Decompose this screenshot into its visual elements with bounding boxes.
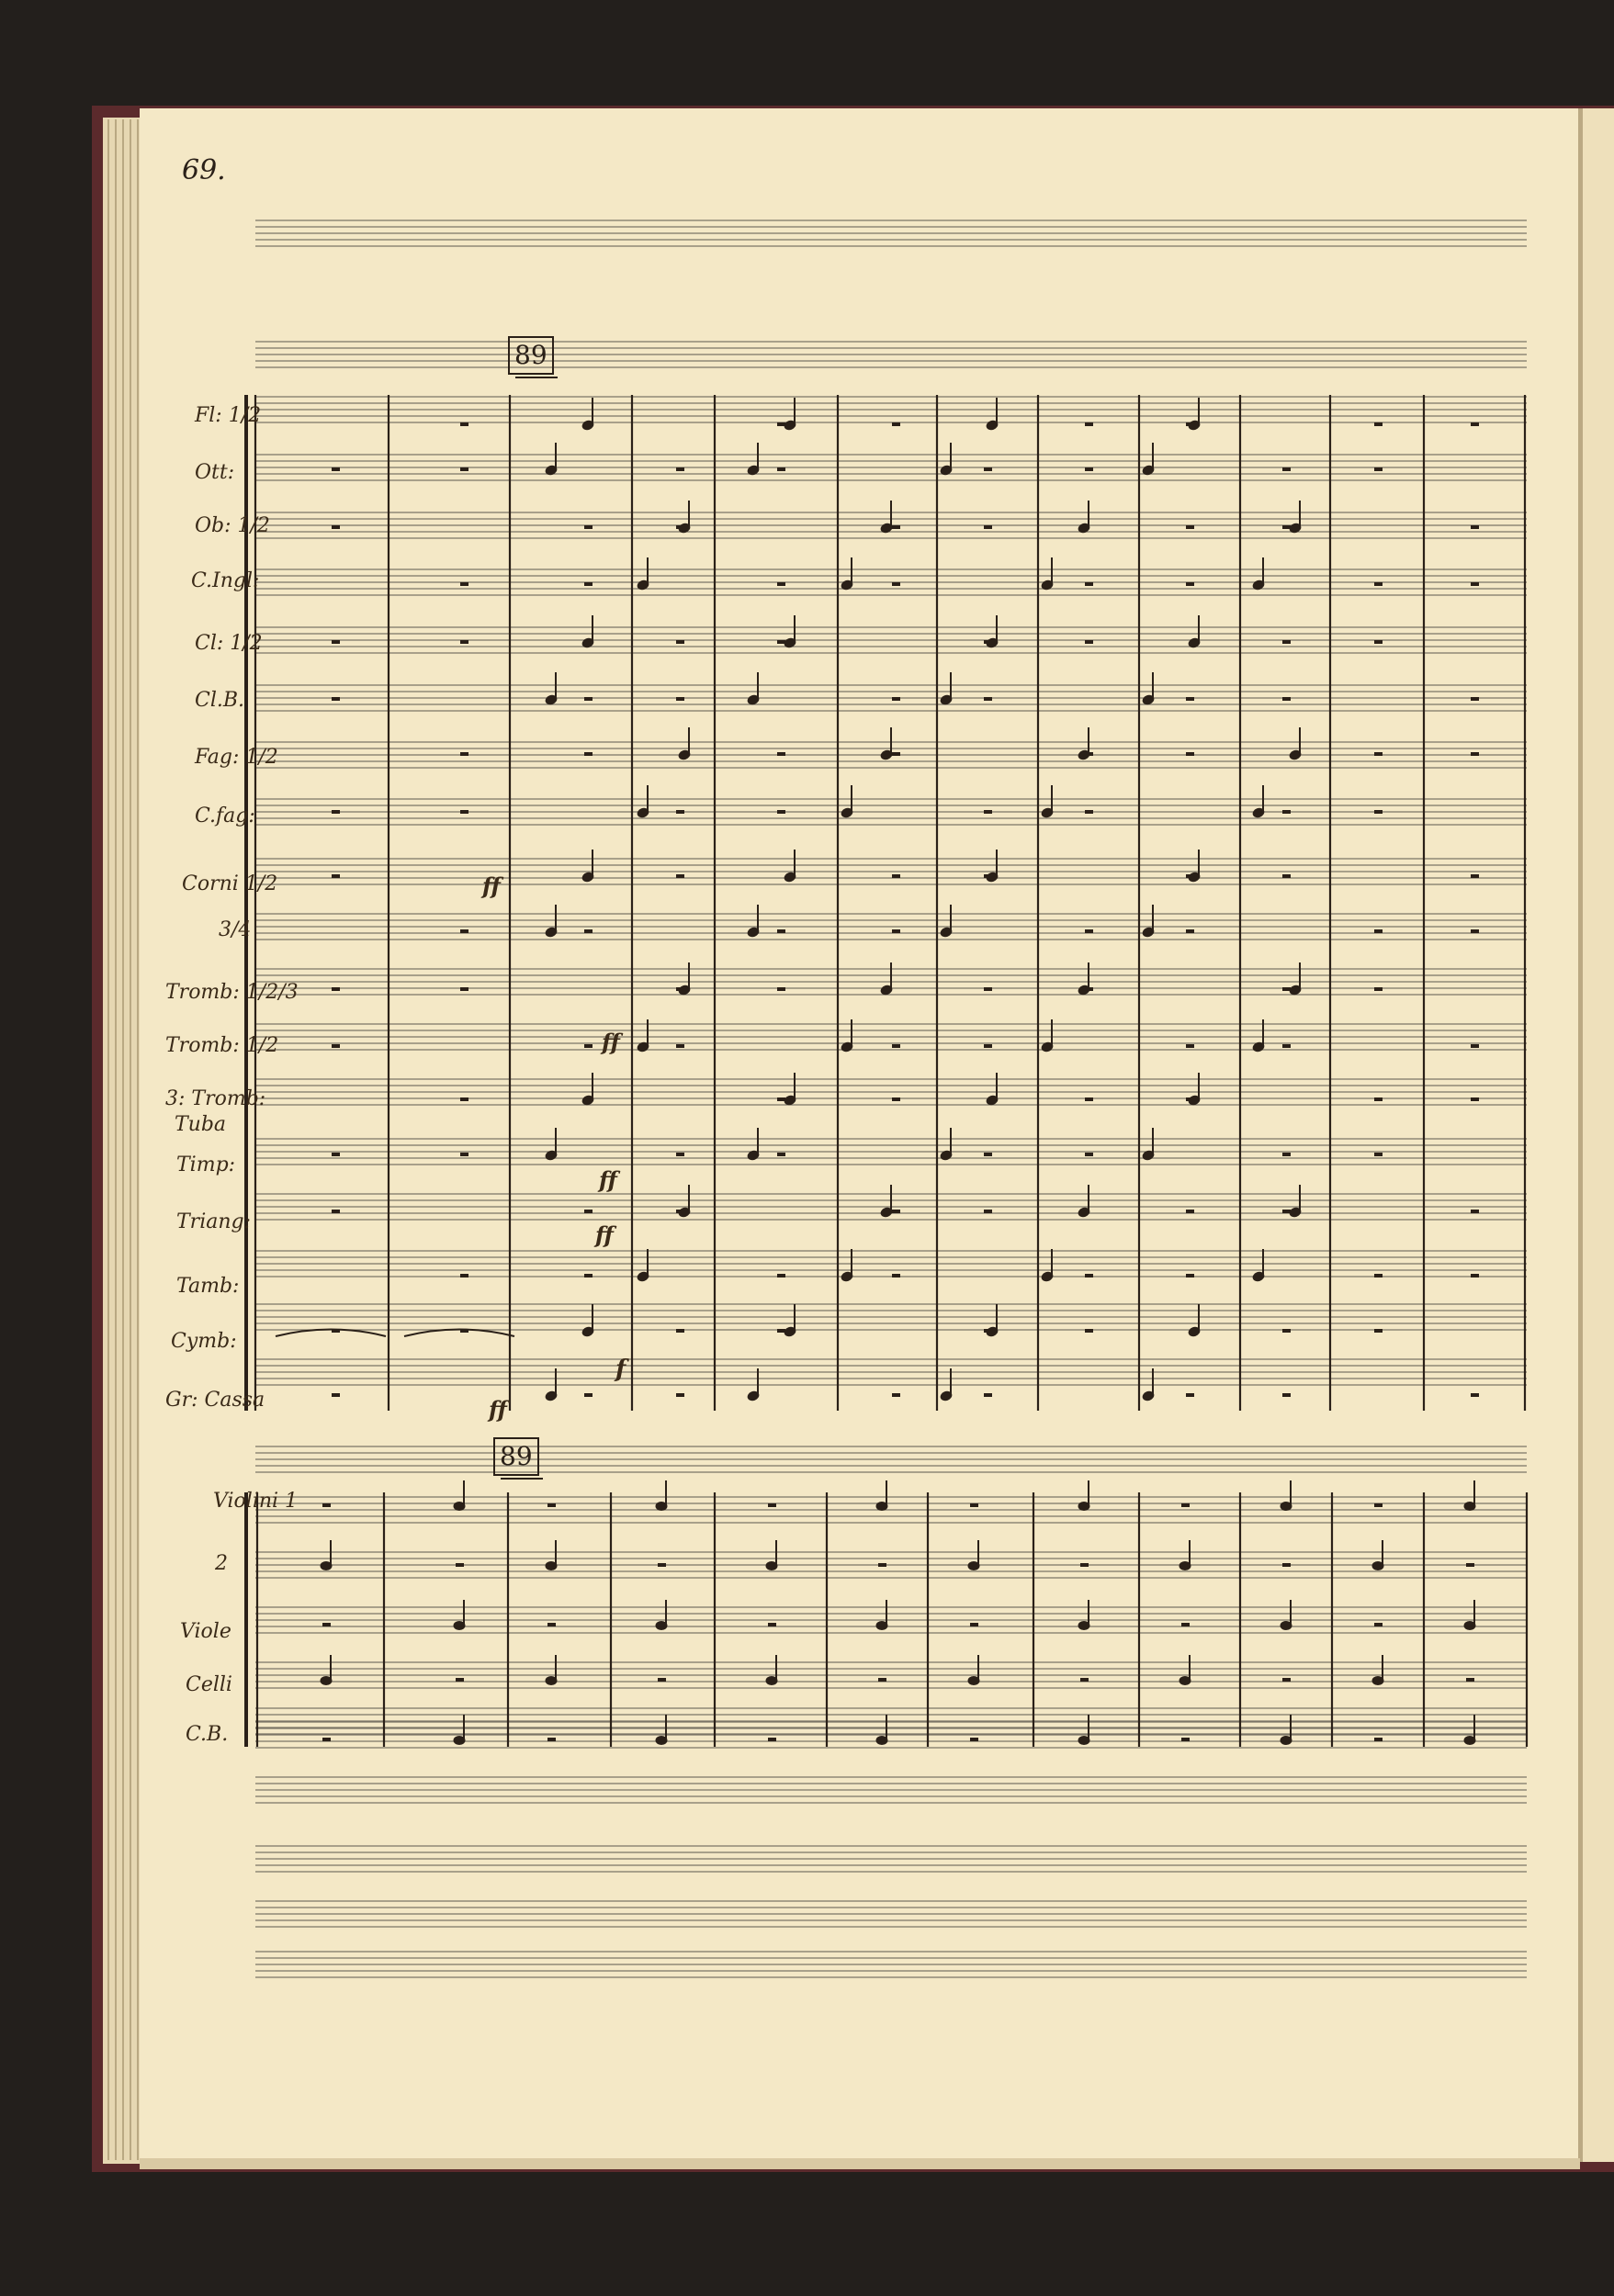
rest: [1282, 640, 1291, 644]
rest: [584, 1274, 593, 1277]
rest: [892, 525, 900, 529]
rest: [460, 1329, 468, 1333]
rest: [1085, 810, 1093, 814]
rest: [1085, 1153, 1093, 1156]
rest: [322, 1623, 331, 1626]
rest: [1282, 1563, 1291, 1567]
rest: [1471, 1393, 1479, 1397]
rest: [322, 1503, 331, 1507]
label-contrabassoon: C.fag:: [195, 805, 255, 827]
rest: [1282, 1329, 1291, 1333]
rest: [1374, 1153, 1383, 1156]
label-oboes: Ob: 1/2: [195, 514, 270, 537]
rehearsal-mark-strings: 89: [493, 1437, 539, 1476]
rest: [892, 1044, 900, 1048]
rest: [777, 640, 785, 644]
label-tuba: Tuba: [175, 1113, 227, 1136]
rest: [1282, 525, 1291, 529]
rest: [676, 1210, 684, 1213]
rest: [892, 1393, 900, 1397]
rest: [460, 1153, 468, 1156]
rest: [460, 810, 468, 814]
rest: [777, 467, 785, 471]
rest: [984, 1153, 992, 1156]
rest: [332, 697, 340, 701]
rest: [1471, 1274, 1479, 1277]
label-flutes: Fl: 1/2: [195, 404, 262, 427]
rest: [1466, 1678, 1474, 1682]
rest: [777, 810, 785, 814]
rest: [1282, 1153, 1291, 1156]
dynamic-ff-trombones: ff: [602, 1029, 620, 1055]
rest: [1471, 422, 1479, 426]
rest: [984, 810, 992, 814]
rest: [1282, 1678, 1291, 1682]
rest: [1186, 422, 1194, 426]
rest: [332, 1329, 340, 1333]
rest: [460, 1274, 468, 1277]
rest: [460, 582, 468, 586]
rest: [1374, 1503, 1383, 1507]
rest: [332, 640, 340, 644]
rest: [984, 1329, 992, 1333]
rest: [892, 874, 900, 878]
rest: [1085, 467, 1093, 471]
label-english-horn: C.Ingl:: [191, 569, 260, 592]
rest: [984, 697, 992, 701]
label-horns-3-4: 3/4: [219, 918, 252, 941]
rest: [658, 1678, 666, 1682]
rest: [1181, 1503, 1190, 1507]
dynamic-ff-horns: ff: [482, 872, 501, 899]
rest: [777, 422, 785, 426]
rest: [460, 1097, 468, 1101]
rest: [584, 525, 593, 529]
rest: [1186, 1097, 1194, 1101]
rest: [1374, 929, 1383, 933]
label-violins-1: Violini 1: [213, 1490, 299, 1513]
rest: [768, 1738, 776, 1741]
rest: [460, 467, 468, 471]
rest: [332, 987, 340, 991]
rest: [322, 1738, 331, 1741]
rest: [892, 697, 900, 701]
rest: [878, 1563, 886, 1567]
label-bass-clarinet: Cl.B.: [195, 689, 245, 712]
rest: [1282, 467, 1291, 471]
rest: [1374, 1623, 1383, 1626]
rest: [1471, 1210, 1479, 1213]
rest: [460, 640, 468, 644]
rest: [970, 1623, 978, 1626]
rest: [676, 697, 684, 701]
rest: [584, 929, 593, 933]
rest: [777, 1097, 785, 1101]
rest: [1186, 929, 1194, 933]
rest: [1374, 987, 1383, 991]
rest: [547, 1623, 556, 1626]
rest: [1186, 582, 1194, 586]
rest: [970, 1738, 978, 1741]
rest: [1085, 929, 1093, 933]
rest: [1181, 1738, 1190, 1741]
label-violins-2: 2: [215, 1552, 228, 1575]
rest: [777, 1329, 785, 1333]
rest: [984, 874, 992, 878]
rest: [1085, 752, 1093, 756]
rest: [984, 525, 992, 529]
rest: [1471, 582, 1479, 586]
rehearsal-mark-top: 89: [508, 336, 554, 375]
rest: [777, 1274, 785, 1277]
rest: [332, 874, 340, 878]
dynamic-ff-timpani: ff: [599, 1166, 617, 1193]
rest: [332, 1210, 340, 1213]
rest: [1374, 1274, 1383, 1277]
rest: [460, 422, 468, 426]
dynamic-f-cymbals: f: [615, 1356, 626, 1383]
rest: [584, 1393, 593, 1397]
label-trombones: Tromb: 1/2: [165, 1034, 279, 1057]
rest: [332, 1393, 340, 1397]
label-triangle: Triang:: [176, 1210, 252, 1233]
rest: [1186, 874, 1194, 878]
rest: [1085, 1097, 1093, 1101]
rest: [1080, 1563, 1089, 1567]
rest: [1085, 422, 1093, 426]
rest: [1186, 1044, 1194, 1048]
rest: [1186, 697, 1194, 701]
rest: [1186, 525, 1194, 529]
rest: [1186, 1210, 1194, 1213]
rest: [676, 1044, 684, 1048]
rest: [1085, 640, 1093, 644]
rest: [1181, 1623, 1190, 1626]
rest: [1282, 874, 1291, 878]
rest: [892, 422, 900, 426]
rest: [547, 1738, 556, 1741]
rest: [1282, 810, 1291, 814]
rest: [676, 1393, 684, 1397]
rest: [878, 1678, 886, 1682]
rest: [1085, 1329, 1093, 1333]
rest: [777, 582, 785, 586]
rest: [777, 1153, 785, 1156]
dynamic-ff-bass-drum: ff: [489, 1396, 507, 1423]
label-bassoons: Fag: 1/2: [195, 746, 278, 769]
rest: [1471, 752, 1479, 756]
rest: [1466, 1563, 1474, 1567]
rest: [1085, 582, 1093, 586]
rest: [584, 697, 593, 701]
rest: [768, 1503, 776, 1507]
rest: [1186, 1274, 1194, 1277]
rest: [1471, 1044, 1479, 1048]
rest: [332, 1153, 340, 1156]
rest: [676, 987, 684, 991]
rest: [1186, 1393, 1194, 1397]
rest: [1085, 987, 1093, 991]
rest: [1374, 582, 1383, 586]
rest: [1471, 697, 1479, 701]
rest: [1282, 697, 1291, 701]
rest: [584, 752, 593, 756]
rest: [892, 752, 900, 756]
rest: [892, 929, 900, 933]
rest: [332, 467, 340, 471]
rest: [984, 1393, 992, 1397]
rest: [777, 987, 785, 991]
rest: [456, 1563, 464, 1567]
rest: [1282, 1044, 1291, 1048]
rest: [1374, 467, 1383, 471]
rest: [676, 810, 684, 814]
rest: [1471, 874, 1479, 878]
rest: [332, 525, 340, 529]
rest: [332, 1044, 340, 1048]
rest: [658, 1563, 666, 1567]
rest: [676, 874, 684, 878]
label-double-basses: C.B.: [186, 1723, 229, 1746]
rest: [1471, 525, 1479, 529]
label-piccolo: Ott:: [195, 461, 235, 484]
rest: [584, 1210, 593, 1213]
rest: [777, 929, 785, 933]
rest: [1374, 422, 1383, 426]
rest: [676, 1153, 684, 1156]
dynamic-ff-triangle: ff: [595, 1221, 614, 1248]
rest: [1085, 1274, 1093, 1277]
label-violas: Viole: [180, 1620, 231, 1643]
page-number: 69.: [182, 154, 226, 186]
rest: [676, 525, 684, 529]
rest: [1471, 929, 1479, 933]
rest: [1282, 987, 1291, 991]
rest: [584, 1097, 593, 1101]
rest: [984, 1210, 992, 1213]
rest: [892, 1274, 900, 1277]
rest: [676, 1329, 684, 1333]
rest: [460, 752, 468, 756]
label-bass-drum: Gr: Cassa: [165, 1389, 265, 1412]
label-horns-1-2: Corni 1/2: [182, 872, 278, 895]
label-trumpets: Tromb: 1/2/3: [165, 981, 299, 1004]
rest: [1080, 1678, 1089, 1682]
label-cellos: Celli: [186, 1673, 232, 1696]
rest: [584, 422, 593, 426]
rest: [1186, 752, 1194, 756]
rest: [1374, 752, 1383, 756]
rest: [584, 582, 593, 586]
rest: [984, 1044, 992, 1048]
rest: [1374, 640, 1383, 644]
rest: [892, 1210, 900, 1213]
rest: [332, 810, 340, 814]
rest: [1471, 1097, 1479, 1101]
rest: [584, 1044, 593, 1048]
rest: [984, 640, 992, 644]
rest: [1282, 1393, 1291, 1397]
rest: [1374, 810, 1383, 814]
rest: [456, 1678, 464, 1682]
rest: [1374, 1329, 1383, 1333]
rest: [460, 929, 468, 933]
label-third-trombone: 3: Tromb:: [165, 1087, 266, 1110]
rest: [460, 987, 468, 991]
rest: [676, 467, 684, 471]
label-clarinets: Cl: 1/2: [195, 632, 263, 655]
label-timpani: Timp:: [176, 1154, 236, 1176]
rest: [1374, 1738, 1383, 1741]
label-cymbals: Cymb:: [171, 1330, 237, 1353]
rest: [547, 1503, 556, 1507]
rest: [970, 1503, 978, 1507]
rest: [892, 582, 900, 586]
rest: [1374, 1097, 1383, 1101]
label-tambourine: Tamb:: [176, 1275, 240, 1298]
rest: [1282, 1210, 1291, 1213]
rest: [676, 640, 684, 644]
rest: [777, 752, 785, 756]
rest: [984, 987, 992, 991]
rest: [892, 1097, 900, 1101]
rest: [768, 1623, 776, 1626]
rest: [584, 874, 593, 878]
rest: [984, 467, 992, 471]
